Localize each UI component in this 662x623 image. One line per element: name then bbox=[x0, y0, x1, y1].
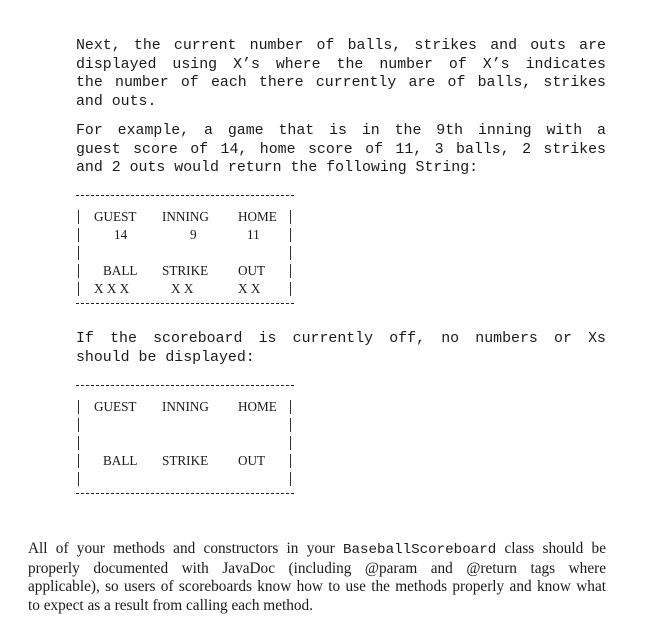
header-row bbox=[76, 398, 298, 416]
off-paragraph bbox=[76, 330, 606, 367]
text-segment: All of your methods and constructors in your bbox=[28, 540, 343, 557]
count-label-row bbox=[76, 262, 298, 280]
ball-label: BALL bbox=[103, 453, 138, 468]
out-label: OUT bbox=[238, 263, 266, 278]
text-line: For example, a game that is in the 9th inning with a bbox=[76, 123, 606, 139]
scoreboard-example-on bbox=[76, 185, 298, 305]
left-border bbox=[76, 416, 82, 432]
text-line: If the scoreboard is currently off, no numbers or Xs bbox=[76, 331, 606, 347]
left-border bbox=[76, 262, 82, 278]
left-border bbox=[76, 470, 82, 486]
score-row bbox=[76, 416, 298, 434]
left-border bbox=[76, 226, 82, 242]
count-label-row bbox=[76, 452, 298, 470]
strike-label: STRIKE bbox=[162, 453, 209, 468]
guest-score: 14 bbox=[114, 227, 128, 242]
right-border bbox=[288, 226, 294, 242]
left-border bbox=[76, 434, 82, 450]
top-border bbox=[76, 385, 294, 386]
left-border bbox=[76, 208, 82, 224]
text-line: applicable), so users of scoreboards know how to use the methods properly and know what bbox=[28, 578, 606, 596]
left-border bbox=[76, 280, 82, 296]
text-line bbox=[28, 540, 606, 560]
text-line: to expect as a result from calling each method. bbox=[28, 596, 314, 614]
blank-row bbox=[76, 244, 298, 262]
right-border bbox=[288, 244, 294, 260]
strike-count: X X bbox=[171, 281, 194, 296]
top-border bbox=[76, 195, 294, 196]
bottom-border bbox=[76, 493, 294, 494]
left-border bbox=[76, 244, 82, 260]
right-border bbox=[288, 452, 294, 468]
bottom-border bbox=[76, 303, 294, 304]
right-border bbox=[288, 416, 294, 432]
left-border bbox=[76, 452, 82, 468]
scoreboard-example-off bbox=[76, 375, 298, 495]
guest-header: GUEST bbox=[94, 209, 137, 224]
header-row bbox=[76, 208, 298, 226]
intro-paragraph bbox=[76, 37, 606, 111]
text-line: displayed using X’s where the number of X’s indicates bbox=[76, 56, 606, 73]
inning-header: INNING bbox=[162, 399, 209, 414]
ball-label: BALL bbox=[103, 263, 138, 278]
text-line: and 2 outs would return the following String: bbox=[76, 160, 479, 176]
text-line: guest score of 14, home score of 11, 3 balls, 2 strikes bbox=[76, 141, 606, 158]
score-row bbox=[76, 226, 298, 244]
count-row bbox=[76, 280, 298, 298]
class-name: BaseballScoreboard bbox=[343, 542, 497, 558]
text-line: properly documented with JavaDoc (including @param and @return tags where bbox=[28, 559, 606, 577]
text-line: the number of each there currently are of balls, strikes bbox=[76, 75, 606, 91]
ball-count: X X X bbox=[94, 281, 130, 296]
out-label: OUT bbox=[238, 453, 266, 468]
left-border bbox=[76, 398, 82, 414]
inning-number: 9 bbox=[190, 227, 197, 242]
strike-label: STRIKE bbox=[162, 263, 209, 278]
text-segment: class should be bbox=[496, 540, 606, 557]
right-border bbox=[288, 208, 294, 224]
text-line: should be displayed: bbox=[76, 349, 255, 366]
out-count: X X bbox=[238, 281, 261, 296]
blank-row bbox=[76, 434, 298, 452]
home-score: 11 bbox=[247, 227, 260, 242]
home-header: HOME bbox=[238, 209, 277, 224]
count-row bbox=[76, 470, 298, 488]
right-border bbox=[288, 470, 294, 486]
home-header: HOME bbox=[238, 399, 277, 414]
right-border bbox=[288, 398, 294, 414]
right-border bbox=[288, 280, 294, 296]
right-border bbox=[288, 434, 294, 450]
inning-header: INNING bbox=[162, 209, 209, 224]
javadoc-paragraph bbox=[28, 540, 606, 615]
text-line: Next, the current number of balls, strikes and outs are bbox=[76, 38, 606, 54]
example-paragraph bbox=[76, 122, 606, 178]
text-line: and outs. bbox=[76, 93, 157, 110]
guest-header: GUEST bbox=[94, 399, 137, 414]
right-border bbox=[288, 262, 294, 278]
